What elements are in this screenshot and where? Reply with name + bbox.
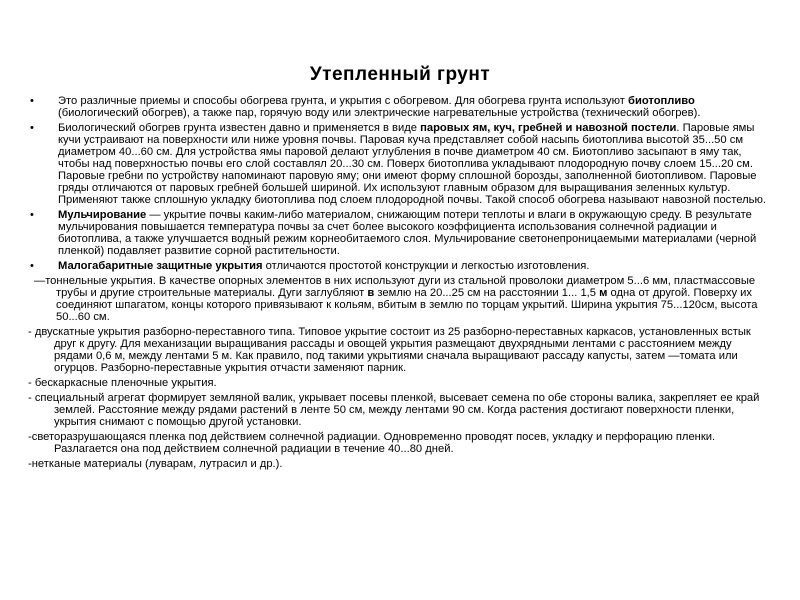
bullet-marker: • (30, 122, 34, 134)
dash-text: - бескаркасные пленочные укрытия. (28, 377, 217, 389)
bullet-item-small-covers (28, 260, 770, 272)
bullet-text: Биологический обогрев грунта известен давно и применяется в виде паровых ям, куч, гребней и навозной постели. Паровые ямы кучи устраивают на поверхности или ниже уровня почвы. Паровая куча представляет собой насыпь биотоплива высотой 35...50 см диаметром 40...60 см. Для устройства ямы паровой делают углубления в почве диаметром 40 см. Биотопливо засыпают в яму так, чтобы над поверхностью почвы его слой составлял 20...30 см. Поверх биотоплива укладывают плодородную почву слоем 15...20 см. Паровые гребни по устройству напоминают паровую яму; они имеют форму сплошной борозды, заполненной биотопливом. Паровые гряды отличаются от паровых гребней большей шириной. Их используют главным образом для выращивания зеленных культур. Применяют также сплошную укладку биотоплива под слоем плодородной почвы. Такой способ обогрева называют навозной постелью. (58, 122, 766, 206)
bullet-item-mulching (28, 209, 770, 257)
dash-item-gable-covers (28, 326, 770, 374)
dash-item-frameless-covers (28, 377, 770, 389)
bullet-marker: • (30, 260, 34, 272)
dash-text: —тоннельные укрытия. В качестве опорных элементов в них используют дуги из стальной проволоки диаметром 5...6 мм, пластмассовые трубы и другие строительные материалы. Дуги заглубляют в землю на 20...25 см на расстоянии 1... 1,5 м одна от другой. Поверху их соединяют шпагатом, концы которого привязывают к кольям, вбитым в землю по торцам укрытий. Ширина укрытия 75...120см, высота 50...60 см. (34, 275, 758, 323)
bullet-marker: • (30, 209, 34, 221)
bullet-item-biological-heating (28, 122, 770, 206)
bullet-marker: • (30, 95, 34, 107)
bullet-text: Мульчирование — укрытие почвы каким-либо материалом, снижающим потери теплоты и влаги в окружающую среду. В результате мульчирования повышается температура почвы за счет более высокого коэффициента использования солнечной радиации и биотоплива, а также улучшается водный режим корнеобитаемого слоя. Мульчирование светонепроницаемыми материалами (черной пленкой) подавляет развитие сорной растительности. (58, 209, 757, 257)
dash-item-tunnel-covers (28, 275, 770, 323)
dash-text: -нетканые материалы (луварам, лутрасил и др.). (28, 458, 283, 470)
bullet-text: Это различные приемы и способы обогрева грунта, и укрытия с обогревом. Для обогрева грунта используют биотопливо (биологический обогрев), а также пар, горячую воду или электрические нагревательные устройства (технический обогрев). (58, 95, 701, 119)
bullet-item-heated-soil (28, 95, 770, 119)
dash-item-nonwoven (28, 458, 770, 470)
dash-item-special-unit (28, 392, 770, 428)
slide-body (28, 95, 770, 473)
dash-item-degradable-film (28, 431, 770, 455)
slide-title: Утепленный грунт (309, 64, 491, 85)
bullet-text: Малогабаритные защитные укрытия отличаются простотой конструкции и легкостью изготовления. (58, 260, 590, 272)
dash-text: - двускатные укрытия разборно-переставного типа. Типовое укрытие состоит из 25 разборно-переставных каркасов, установленных встык друг к другу. Для механизации выращивания рассады и овощей укрытия размещают двухрядными лентами с расстоянием между рядами 0,6 м, между лентами 5 м. Как правило, под такими укрытиями сначала выращивают рассаду капусты, затем —томата или огурцов. Разборно-переставные укрытия отчасти заменяют парник. (28, 326, 751, 374)
dash-text: -светоразрушающаяся пленка под действием солнечной радиации. Одновременно проводят посев, укладку и перфорацию пленки. Разлагается она под действием солнечной радиации в течение 40...80 дней. (28, 431, 716, 455)
dash-text: - специальный агрегат формирует земляной валик, укрывает посевы пленкой, высевает семена по обе стороны валика, закрепляет ее край землей. Расстояние между рядами растений в ленте 50 см, между лентами 90 см. Когда растения достигают поверхности пленки, укрытия снимают с помощью другой установки. (28, 392, 760, 428)
